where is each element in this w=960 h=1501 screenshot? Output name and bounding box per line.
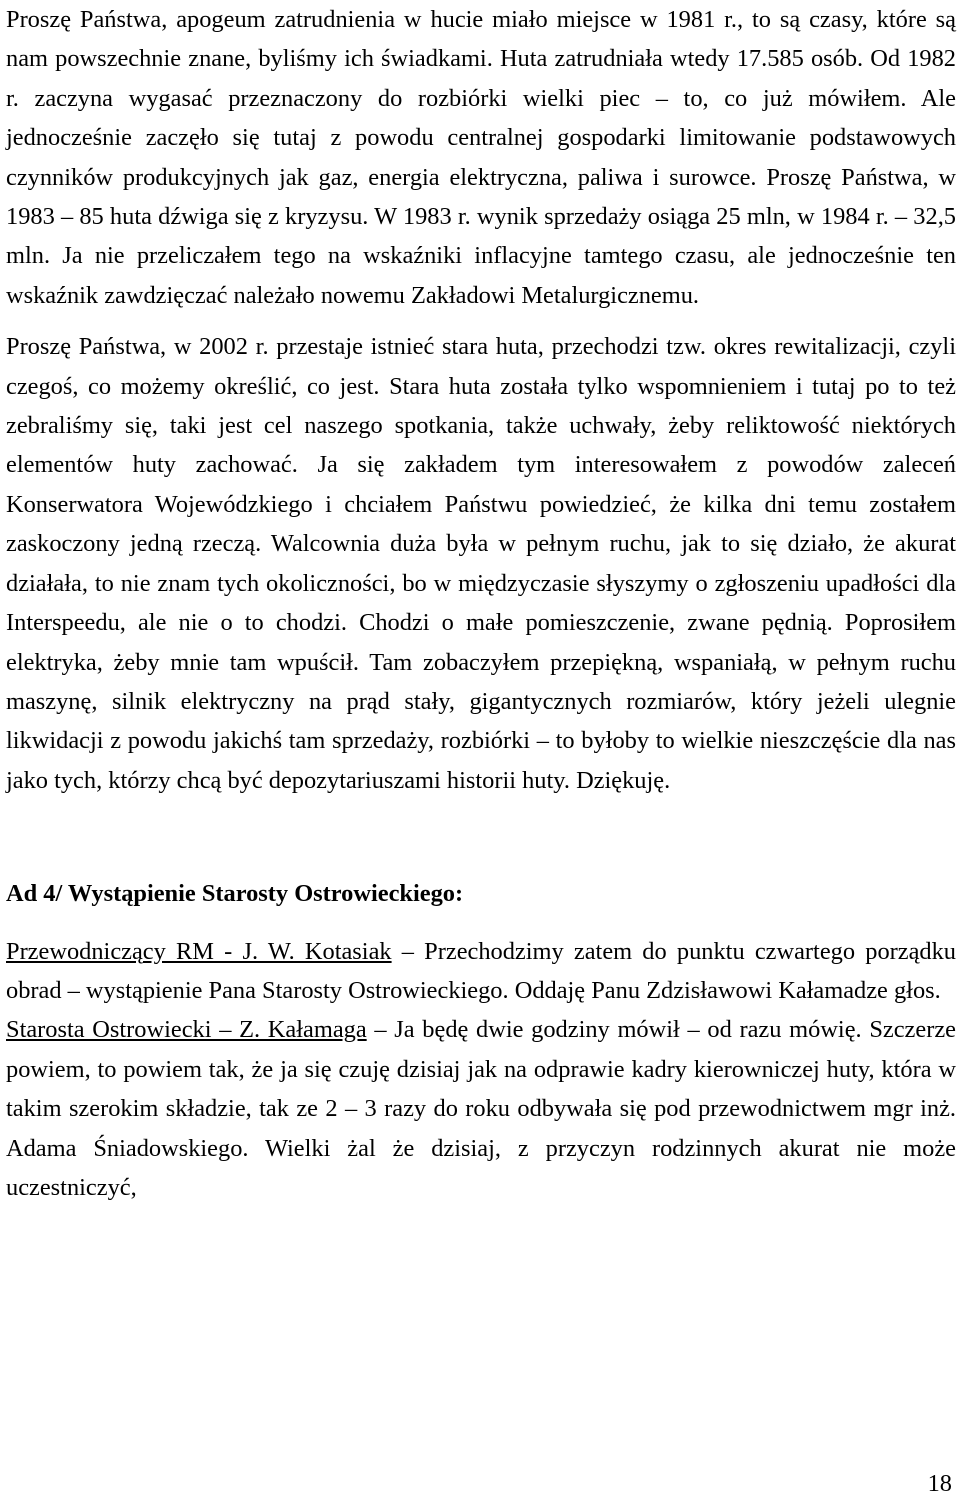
section-heading: Ad 4/ Wystąpienie Starosty Ostrowieckiego: bbox=[6, 880, 464, 908]
statement-starosta bbox=[6, 1010, 956, 1207]
page-number: 18 bbox=[927, 1470, 952, 1497]
speaker-starosta: Starosta Ostrowiecki – Z. Kałamaga bbox=[6, 1016, 367, 1044]
document-page bbox=[6, 0, 956, 1207]
speech-chairman: – Przechodzimy zatem do punktu czwartego porządku obrad – wystąpienie Pana Starosty Ostrowieckiego. Oddaję Panu Zdzisławowi Kałamadze głos. bbox=[6, 937, 956, 1004]
paragraph-gap bbox=[6, 315, 956, 327]
statement-chairman bbox=[6, 932, 956, 1011]
paragraph-revitalization: Proszę Państwa, w 2002 r. przestaje istnieć stara huta, przechodzi tzw. okres rewitalizacji, czyli czegoś, co możemy określić, co jest. Stara huta została tylko wspomnieniem i tutaj po to też zebraliśmy się, taki jest cel naszego spotkania, także uchwały, żeby reliktowość niektórych elementów huty zachować. Ja się zakładem tym interesowałem z powodów zaleceń Konserwatora Wojewódzkiego i chciałem Państwu powiedzieć, że kilka dni temu zostałem zaskoczony jedną rzeczą. Walcownia duża była w pełnym ruchu, jak to się działo, że akurat działała, to nie znam tych okoliczności, bo w międzyczasie słyszymy o zgłoszeniu upadłości dla Interspeedu, ale nie o to chodzi. Chodzi o małe pomieszczenie, zwane pędnią. Poprosiłem elektryka, żeby mnie tam wpuścił. Tam zobaczyłem przepiękną, wspaniałą, w pełnym ruchu maszynę, silnik elektryczny na prąd stały, gigantycznych rozmiarów, który jeżeli ulegnie likwidacji z powodu jakichś tam sprzedaży, rozbiórki – to byłoby to wielkie nieszczęście dla nas jako tych, którzy chcą być depozytariuszami historii huty. Dziękuję. bbox=[6, 333, 956, 794]
section-gap bbox=[6, 800, 956, 874]
paragraph-employment-history: Proszę Państwa, apogeum zatrudnienia w hucie miało miejsce w 1981 r., to są czasy, które są nam powszechnie znane, byliśmy ich świadkami. Huta zatrudniała wtedy 17.585 osób. Od 1982 r. zaczyna wygasać przeznaczony do rozbiórki wielki piec – to, co już mówiłem. Ale jednocześnie zaczęło się tutaj z powodu centralnej gospodarki limitowanie podstawowych czynników produkcyjnych jak gaz, energia elektryczna, paliwa i surowce. Proszę Państwa, w 1983 – 85 huta dźwiga się z kryzysu. W 1983 r. wynik sprzedaży osiąga 25 mln, w 1984 r. – 32,5 mln. Ja nie przeliczałem tego na wskaźniki inflacyjne tamtego czasu, ale jednocześnie ten wskaźnik zawdzięczać należało nowemu Zakładowi Metalurgicznemu. bbox=[6, 6, 956, 309]
speaker-chairman: Przewodniczący RM - J. W. Kotasiak bbox=[6, 937, 392, 965]
speech-starosta: – Ja będę dwie godziny mówił – od razu mówię. Szczerze powiem, to powiem tak, że ja się czuję dzisiaj jak na odprawie kadry kierowniczej huty, która w takim szerokim składzie, tak ze 2 – 3 razy do roku odbywała się pod przewodnictwem mgr inż. Adama Śniadowskiego. Wielki żal że dzisiaj, z przyczyn rodzinnych akurat nie może uczestniczyć, bbox=[6, 1016, 956, 1201]
